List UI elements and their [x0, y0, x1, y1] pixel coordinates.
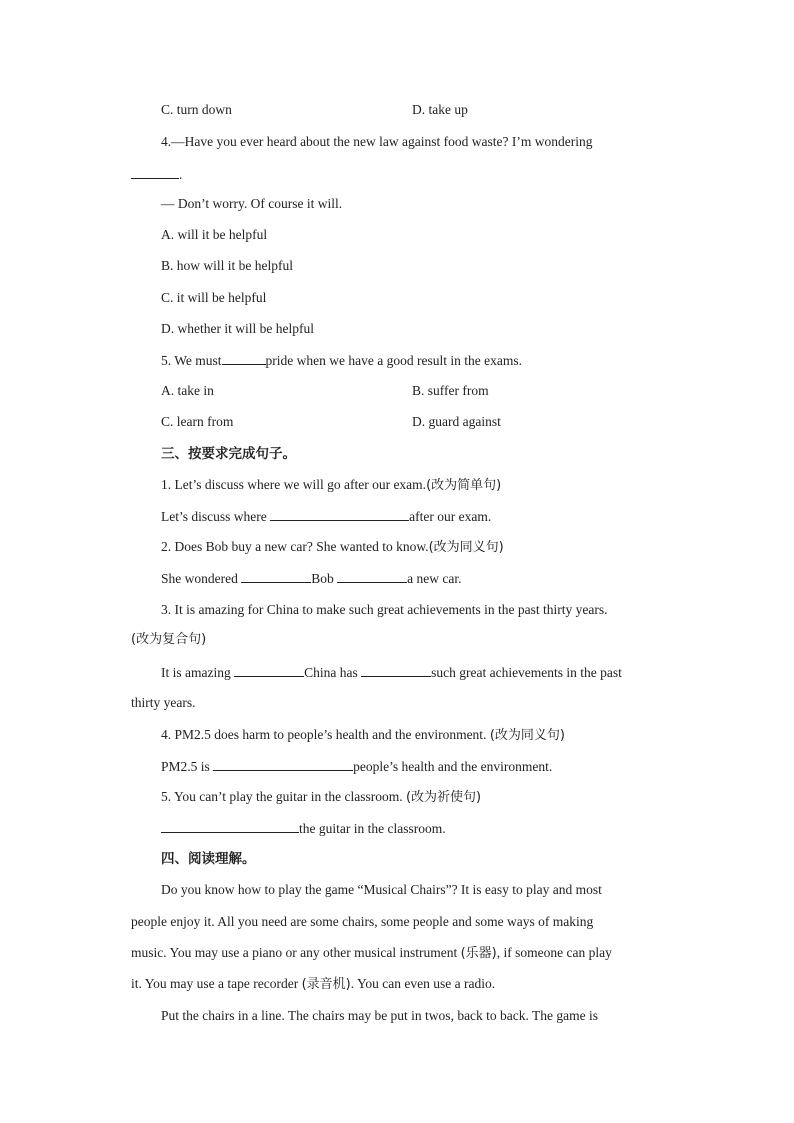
- q5-stem-end: pride when we have a good result in the exams.: [265, 353, 522, 368]
- s3-q1-note: (改为简单句): [426, 478, 502, 493]
- q5-blank: [222, 352, 266, 365]
- reading-p1-line3: [131, 945, 612, 962]
- reading-p1-line3-gloss: (乐器): [460, 946, 497, 961]
- reading-p1-line4-a: it. You may use a tape recorder: [131, 976, 302, 991]
- q5-option-a: A. take in: [161, 383, 214, 398]
- s3-q4-note: (改为同义句): [489, 728, 565, 743]
- s3-answer-4: [161, 758, 552, 775]
- s3-q2-text: 2. Does Bob buy a new car? She wanted to know.: [161, 539, 429, 554]
- q5-option-d: D. guard against: [412, 414, 501, 429]
- s3-a3-end: such great achievements in the past: [431, 665, 622, 680]
- s3-a2-mid: Bob: [311, 571, 338, 586]
- reading-p1-line3-a: music. You may use a piano or any other musical instrument: [131, 945, 461, 960]
- s3-q4-text: 4. PM2.5 does harm to people’s health and the environment.: [161, 727, 490, 742]
- section-4-heading: 四、阅读理解。: [161, 851, 256, 867]
- q4-option-b: B. how will it be helpful: [161, 258, 293, 273]
- s3-q1-text: 1. Let’s discuss where we will go after our exam.: [161, 477, 427, 492]
- s3-q5-text: 5. You can’t play the guitar in the classroom.: [161, 789, 406, 804]
- s3-question-1: [161, 477, 501, 494]
- q3-option-d: D. take up: [412, 102, 468, 117]
- q4-blank: [131, 166, 179, 179]
- s3-answer-3: [161, 664, 622, 681]
- q4-answer-line: [131, 166, 182, 183]
- q3-option-c: C. turn down: [161, 102, 232, 117]
- q5-option-b: B. suffer from: [412, 383, 489, 398]
- s3-question-5: [161, 789, 481, 806]
- q4-reply: — Don’t worry. Of course it will.: [161, 196, 343, 211]
- section-3-heading: 三、按要求完成句子。: [161, 446, 296, 462]
- reading-p1-line2: people enjoy it. All you need are some chairs, some people and some ways of making: [131, 914, 594, 929]
- q5-stem-start: 5. We must: [161, 353, 222, 368]
- s3-question-3: 3. It is amazing for China to make such great achievements in the past thirty years.: [161, 602, 608, 617]
- q4-option-d: D. whether it will be helpful: [161, 321, 314, 336]
- s3-a2-blank-2: [337, 570, 407, 583]
- s3-question-4: [161, 727, 565, 744]
- s3-a4-start: PM2.5 is: [161, 759, 214, 774]
- q5-stem: [161, 352, 522, 369]
- s3-a2-blank-1: [241, 570, 311, 583]
- reading-p1-line1: Do you know how to play the game “Musical Chairs”? It is easy to play and most: [161, 882, 602, 897]
- reading-p1-line3-c: , if someone can play: [496, 945, 612, 960]
- s3-answer-2: [161, 570, 461, 587]
- s3-a3-blank-1: [234, 664, 304, 677]
- s3-a1-blank: [270, 508, 409, 521]
- s3-answer-5: [161, 820, 446, 837]
- s3-a3-mid: China has: [304, 665, 362, 680]
- s3-q3-note: (改为复合句): [131, 632, 207, 647]
- q5-option-c: C. learn from: [161, 414, 234, 429]
- s3-a3-blank-2: [361, 664, 431, 677]
- reading-p1-line4: [131, 976, 495, 993]
- s3-question-2: [161, 539, 504, 556]
- s3-q2-note: (改为同义句): [428, 540, 504, 555]
- s3-a3-start: It is amazing: [161, 665, 235, 680]
- s3-answer-1: [161, 508, 491, 525]
- s3-a4-end: people’s health and the environment.: [353, 759, 553, 774]
- q4-option-c: C. it will be helpful: [161, 290, 267, 305]
- s3-answer-3-cont: thirty years.: [131, 695, 196, 710]
- s3-a5-blank: [161, 820, 299, 833]
- s3-a1-start: Let’s discuss where: [161, 509, 271, 524]
- s3-a4-blank: [213, 758, 353, 771]
- s3-a5-end: the guitar in the classroom.: [299, 821, 446, 836]
- s3-q5-note: (改为祈使句): [405, 790, 482, 805]
- reading-p1-line4-c: . You can even use a radio.: [350, 976, 496, 991]
- s3-a1-end: after our exam.: [409, 509, 492, 524]
- reading-p2-line1: Put the chairs in a line. The chairs may be put in twos, back to back. The game is: [161, 1008, 599, 1023]
- q4-period: .: [179, 167, 183, 182]
- s3-a2-start: She wondered: [161, 571, 242, 586]
- s3-a2-end: a new car.: [407, 571, 462, 586]
- reading-p1-line4-gloss: (录音机): [301, 977, 351, 992]
- q4-stem: 4.—Have you ever heard about the new law against food waste? I’m wondering: [161, 134, 593, 149]
- q4-option-a: A. will it be helpful: [161, 227, 268, 242]
